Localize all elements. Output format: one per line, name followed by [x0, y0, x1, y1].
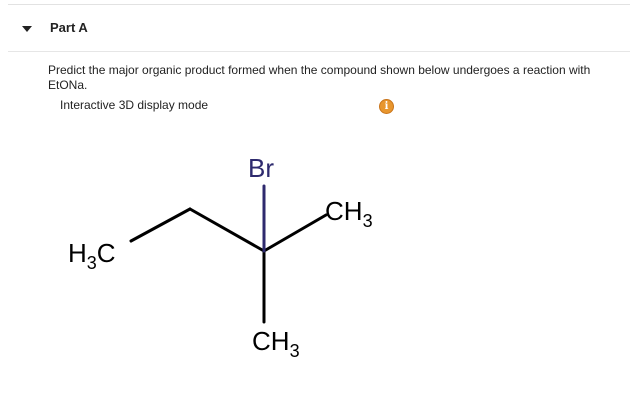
h3c-h: H — [68, 238, 87, 268]
ch3-bottom-main: CH — [252, 326, 290, 356]
ch3-right-sub: 3 — [362, 211, 373, 231]
info-icon[interactable]: i — [379, 99, 394, 114]
h3c-left-label — [68, 238, 116, 273]
bond-ethyl — [190, 209, 264, 251]
ch3-right-label — [325, 196, 373, 231]
br-label: Br — [248, 153, 274, 183]
h3c-c: C — [96, 238, 116, 268]
question-text: Predict the major organic product formed when the compound shown below undergoes a reaction with EtONa. — [48, 63, 591, 92]
part-title: Part A — [50, 20, 88, 35]
display-mode-label[interactable]: Interactive 3D display mode — [60, 98, 209, 112]
bond-left — [131, 209, 190, 241]
bond-right — [264, 215, 326, 251]
ch3-right-main: CH — [325, 196, 363, 226]
h3c-sub: 3 — [86, 253, 97, 273]
ch3-bottom-sub: 3 — [289, 341, 300, 361]
ch3-bottom-label — [252, 326, 300, 361]
